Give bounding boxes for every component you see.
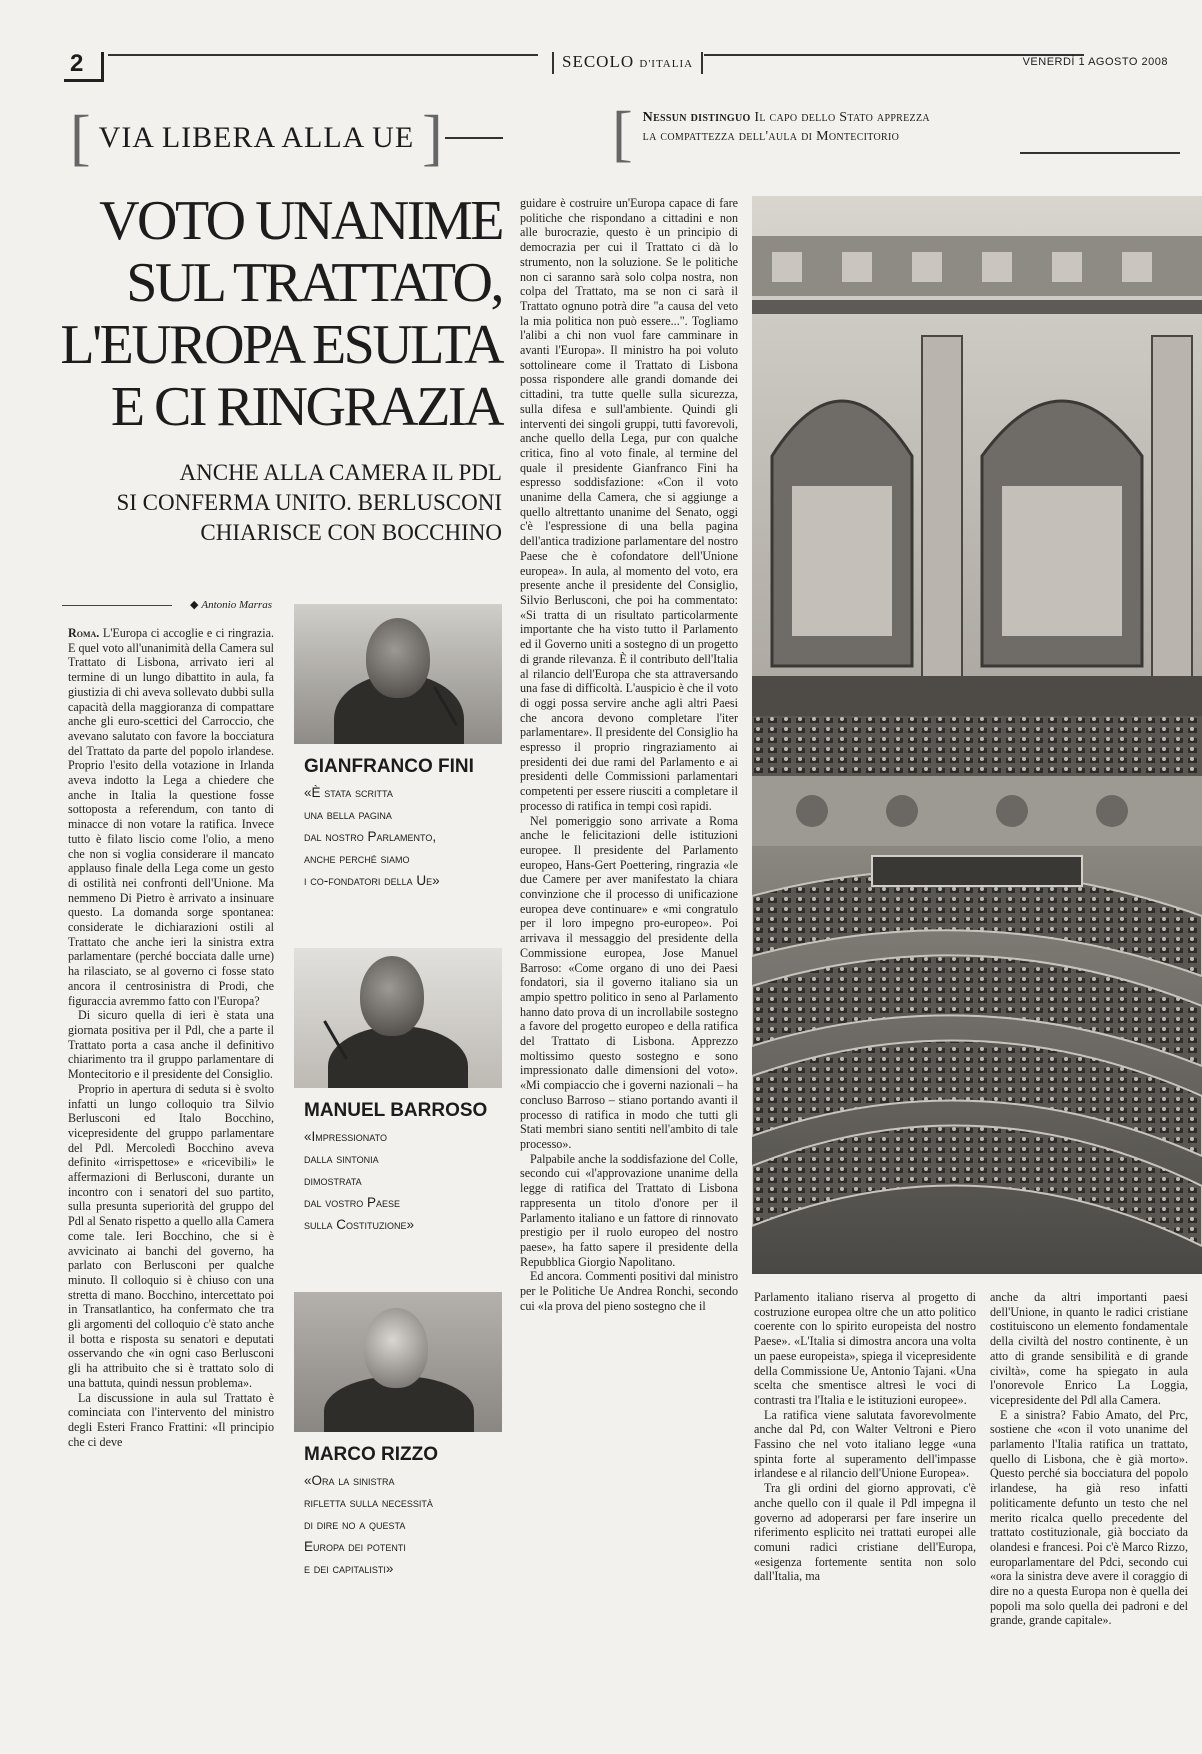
paragraph-text: L'Europa ci accoglie e ci ringrazia. E quel voto all'unanimità della Camera sul Trattato di Lisbona, arrivato ieri al termine di un lungo dibattito in aula, fa giustizia di chi aveva sollevato dubbi sulla capacità della maggioranza di compattare anche gli euro-scettici del Carroccio, che avevano salutato con favore la bocciatura del Trattato da parte del popolo irlandese. Proprio l'esito della votazione in Irlanda aveva indotto la Lega a chiedere che anche in Italia la questione fosse sottoposta a referendum, con tanto di minacce di non votare la ratifica. Invece tutto è filato liscio come l'olio, a meno che non si voglia considerare il mancato applauso finale della Lega come un gesto di ostilità nei confronti dell'Unione. Ma nemmeno Di Pietro è arrivato a insinuare questo. La domanda sorge spontanea: considerate le dichiarazioni ostili al Trattato che anche ieri la sinistra extra parlamentare (perché bocciata dalle urne) ha rilasciato, se al governo ci fosse stato ancora il centrosinistra di Prodi, che figuraccia avremmo fatto con l'Europa? (68, 626, 274, 1008)
paragraph (68, 626, 274, 1008)
paragraph: E a sinistra? Fabio Amato, del Prc, sostiene che «con il voto unanime del parlamento l'Italia ratifica un trattato, quello di Lisbona, che è già morto». Questo perché sia bocciatura del popolo irlandese, ha già reso infatti politicamente defunto un testo che nel merito ricalca quello precedente del trattato costituzionale, già bocciato da olandesi e francesi. Poi c'è Marco Rizzo, europarlamentare del Pdci, secondo cui «ora la sinistra deve avere il coraggio di dire no a questa Europa non è quella dei popoli ma solo quella dei padroni e del grande, grande capitale». (990, 1407, 1188, 1628)
quote-line: anche perché siamo (304, 851, 410, 866)
article-column-4 (990, 1290, 1188, 1730)
quote-name: MARCO RIZZO (304, 1444, 439, 1465)
byline-author: Antonio Marras (201, 599, 272, 611)
paragraph: La ratifica viene salutata favorevolmente anche dal Pd, con Walter Veltroni e Piero Fassino che nel voto italiano legge «una spinta forte al superamento dell'impasse irlandese e al rilancio dell'Unione Europea». (754, 1407, 976, 1481)
paragraph: Proprio in apertura di seduta si è svolto infatti un lungo colloquio tra Silvio Berlusconi ed Italo Bocchino, vicepresidente del gruppo parlamentare del Pdl. Mercoledì Bocchino aveva definito «irrispettose» e «ricevibili» le affermazioni di Berlusconi, durante un incontro con i senatori del suo partito, sulla presunta superiorità del gruppo del Pdl al Senato rispetto a quello alla Camera come tale. Ieri Bocchino, che si è avvicinato ai banchi del governo, ha parlato con Berlusconi per qualche minuto. Il colloquio si è chiuso con una stretta di mano. Bocchino, intercettato poi in Transatlantico, ha confermato che tra gli argomenti del colloquio c'è stato anche il botta e risposta su senatori e deputati osservando che «in ogni caso Berlusconi gli ha attribuito che si è trattato solo di una battuta, quindi nessun problema». (68, 1081, 274, 1390)
byline (62, 598, 272, 611)
paragraph: La discussione in aula sul Trattato è cominciata con l'intervento del ministro degli Esteri Franco Frattini: «Il principio che ci deve (68, 1390, 274, 1449)
dateline: Roma. (68, 626, 100, 640)
headline-line3: L'EUROPA ESULTA (60, 314, 502, 376)
deck-line1: ANCHE ALLA CAMERA IL PDL (179, 460, 502, 485)
quote-text (304, 1470, 502, 1580)
quote-line: di dire no a questa (304, 1517, 406, 1532)
photo-barroso (294, 948, 502, 1088)
masthead-rule-left (108, 54, 538, 56)
deck-line2: SI CONFERMA UNITO. BERLUSCONI (116, 490, 502, 515)
sub-kicker-text (633, 108, 930, 146)
quote-line: Europa dei potenti (304, 1539, 406, 1554)
quote-line: dalla sintonia (304, 1151, 379, 1166)
paragraph: Tra gli ordini del giorno approvati, c'è anche quello con il quale il Pdl impegna il governo ad adoperarsi per fare inserire un riferimento esplicito nei trattati europei alle comuni radici cristiane dell'Europa, «esigenza fortemente sentita non solo dall'Italia, ma (754, 1481, 976, 1584)
photo-face (360, 956, 424, 1036)
section-kicker (70, 104, 503, 172)
paragraph: guidare è costruire un'Europa capace di fare politiche che rispondano a cittadini e non alle burocrazie, questo è un principio di democrazia per cui il Trattato ci dà lo strumento, non la soluzione. Se le politiche non ci saranno sarà solo colpa nostra, non colpa del Trattato, ma se non ci sarà il Trattato ognuno potrà dire "a causa del veto la mia politica non può essere...". Togliamo l'alibi a chi non vuol fare camminare in avanti l'Europa». Il ministro ha poi voluto sottolineare come il Trattato di Lisbona possa rispondere alle grandi domande dei cittadini, tra tutte quelle sulla sicurezza, sulla difesa e sull'ambiente. Quindi gli interventi dei singoli gruppi, tutti favorevoli, anche quello della Lega, pur con qualche critica, fino al voto finale, al termine del quale il presidente Gianfranco Fini ha espresso soddisfazione: «Con il voto unanime della Camera, che si aggiunge a quello altrettanto unanime del Senato, oggi c'è l'espressione di una bella pagina dell'antica tradizione parlamentare del nostro Paese che è cofondatore dell'Unione europea». In aula, al momento del voto, era presente anche il presidente del Consiglio, Silvio Berlusconi, che poi ha commentato: «Si tratta di un risultato particolarmente importante che ha visto tutto il Parlamento ed il Governo uniti a sostegno di un progetto di grande rilevanza. È il contributo dell'Italia al rilancio dell'Europa che sta attraversando una fase di difficoltà. L'auspicio è che il voto di oggi possa servire anche agli altri Paesi che ancora devono completare l'iter parlamentare». Il presidente del Consiglio ha espresso il proprio ringraziamento ai presidenti dei due rami del Parlamento e ai presidenti delle Commissioni parlamentari competenti per essere riusciti a completare il processo di ratifica in tempi così rapidi. (520, 196, 738, 813)
sub-kicker-rule (1020, 152, 1180, 154)
paragraph: Palpabile anche la soddisfazione del Colle, secondo cui «l'approvazione unanime della legge di ratifica del Trattato di Lisbona rappresenta un titolo d'onore per il Parlamento italiano e un fattore di rinnovato prestigio per il ruolo europeo del nostro paese», ha fatto sapere il presidente della Repubblica Giorgio Napolitano. (520, 1151, 738, 1269)
quote-panel-barroso (294, 948, 502, 1236)
paragraph: Parlamento italiano riserva al progetto di costruzione europea oltre che un atto politico coerente con lo spirito europeista del nostro Paese». «L'Italia si dimostra ancora una volta un paese europeista», spiega il vicepresidente della Commissione Ue, Antonio Tajani. «Una scelta che smentisce altresì le voci di contrasti tra l'Italia e le istituzioni europee». (754, 1290, 976, 1407)
headline-line4: E CI RINGRAZIA (110, 376, 502, 438)
kicker-rule (445, 137, 503, 139)
photo-fini (294, 604, 502, 744)
kicker-text: VIA LIBERA ALLA UE (98, 121, 415, 154)
quote-line: dal nostro Parlamento, (304, 829, 437, 844)
quote-text (304, 1126, 502, 1236)
article-column-3 (754, 1290, 976, 1730)
photo-face (364, 1308, 428, 1388)
quote-line: dal vostro Paese (304, 1195, 401, 1210)
paragraph: anche da altri importanti paesi dell'Unione, in quanto le radici cristiane costituiscono un elemento fondamentale della civiltà del nostro continente, è un atto di grande sensibilità e di grande civiltà», come ha spiegato in aula l'onorevole Enrico La Loggia, vicepresidente del Pdl alla Camera. (990, 1290, 1188, 1407)
deck (60, 458, 502, 548)
headline-line2: SUL TRATTATO, (126, 252, 502, 314)
bracket-close: ] (422, 104, 443, 172)
chamber-photo (752, 196, 1202, 1274)
quote-line: «Ora la sinistra (304, 1473, 395, 1488)
deck-line3: CHIARISCE CON BOCCHINO (200, 520, 502, 545)
headline-line1: VOTO UNANIME (99, 190, 502, 252)
article-column-2 (520, 196, 738, 1730)
paragraph: Nel pomeriggio sono arrivate a Roma anche le felicitazioni delle istituzioni europee. Il presidente del Parlamento europeo, Hans-Gert Poettering, ringrazia «le due Camere per aver manifestato la chiara convinzione che il processo di unificazione europea deve continuare» e «mi congratulo per il loro impegno pro-europeo». Poi arrivava il messaggio del presidente della Commissione europea, Jose Manuel Barroso: «Come organo di uno dei Paesi fondatori, sia il governo italiano sia un ampio spettro politico in seno al Parlamento hanno dato prova di un incrollabile sostegno a favore del progetto europeo e della ratifica del Trattato di Lisbona. Apprezzo moltissimo questo sostegno e sono impressionato dalle dimensioni del voto». «Mi compiaccio che i governi nazionali – ha concluso Barroso – stiano portando avanti il processo di ratifica in modo che tutti gli Stati membri siano sentiti nell'ambito di tale processo». (520, 813, 738, 1151)
paragraph: Ed ancora. Commenti positivi dal ministro per le Politiche Ue Andrea Ronchi, secondo cui «la prova del pieno sostegno che il (520, 1269, 738, 1313)
masthead (64, 46, 1174, 86)
headline (60, 190, 502, 438)
quote-line: dimostrata (304, 1173, 362, 1188)
chamber-illustration (752, 196, 1202, 1274)
quote-line: sulla Costituzione» (304, 1217, 415, 1232)
issue-date: VENERDÌ 1 AGOSTO 2008 (1022, 56, 1168, 68)
quote-name: MANUEL BARROSO (304, 1100, 488, 1121)
quote-line: una bella pagina (304, 807, 392, 822)
quote-text (304, 782, 502, 892)
paper-name-main: SECOLO (562, 52, 635, 71)
quote-line: «È stata scritta (304, 785, 393, 800)
quote-line: i co-fondatori della Ue» (304, 873, 440, 888)
sub-kicker-line2: la compattezza dell'aula di Montecitorio (642, 129, 900, 144)
quote-line: «Impressionato (304, 1129, 387, 1144)
sub-kicker-line1: Il capo dello Stato apprezza (754, 110, 930, 125)
sub-kicker-bold: Nessun distinguo (642, 110, 751, 125)
photo-rizzo (294, 1292, 502, 1432)
bracket-open: [ (612, 100, 633, 168)
paper-name-suffix: D'ITALIA (639, 58, 694, 70)
diamond-icon: ◆ (189, 599, 199, 611)
paragraph: Di sicuro quella di ieri è stata una giornata positiva per il Pdl, che a parte il Trattato porta a casa anche il definitivo chiarimento tra il gruppo parlamentare di Montecitorio e il presidente del Consiglio. (68, 1008, 274, 1082)
article-column-1 (68, 626, 274, 1730)
quote-line: e dei capitalisti» (304, 1561, 394, 1576)
sub-kicker (612, 100, 930, 168)
page-number: 2 (70, 50, 84, 77)
bracket-open: [ (70, 104, 91, 172)
photo-face (366, 618, 430, 698)
quote-panel-rizzo (294, 1292, 502, 1580)
quote-line: rifletta sulla necessità (304, 1495, 433, 1510)
quote-name: GIANFRANCO FINI (304, 756, 474, 777)
quote-panel-fini (294, 604, 502, 892)
paper-name (552, 52, 703, 74)
